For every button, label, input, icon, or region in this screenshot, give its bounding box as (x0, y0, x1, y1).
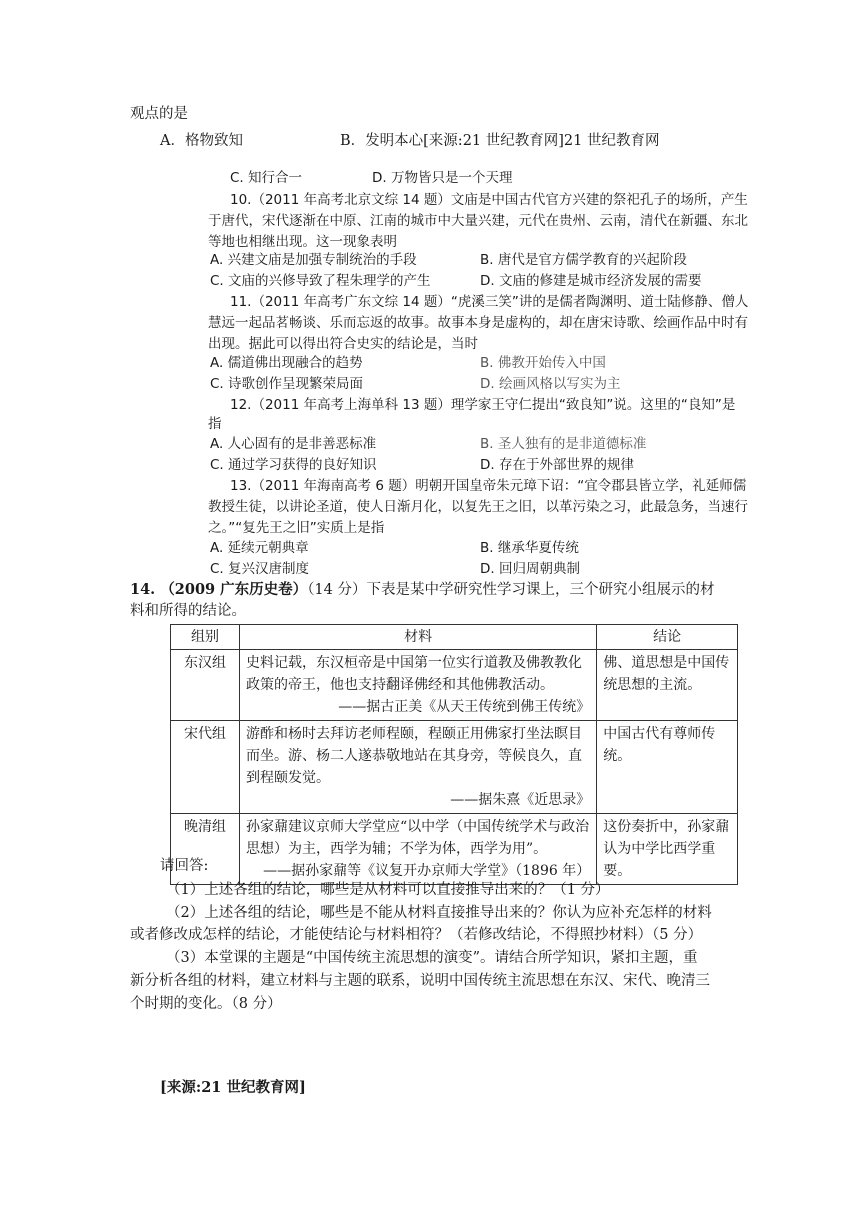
q14-heading-rest: （14 分）下表是某中学研究性学习课上，三个研究小组展示的材 (307, 582, 715, 598)
row-group: 晚清组 (171, 814, 240, 885)
header-conclusion: 结论 (597, 625, 738, 650)
q9-option-b: B．发明本心[来源:21 世纪教育网]21 世纪教育网 (340, 133, 660, 149)
material-source: ——据朱熹《近思录》 (450, 792, 591, 808)
q9-option-d: D. 万物皆只是一个天理 (372, 170, 513, 186)
row-material (239, 650, 596, 721)
q10-line-3: 等地也相继出现。这一现象表明 (208, 234, 397, 250)
q14-line-2: 料和所得的结论。 (130, 603, 246, 619)
q14-line-1 (130, 580, 715, 600)
q12-option-c: C. 通过学习获得的良好知识 (210, 457, 377, 473)
row-conclusion: 这份奏折中，孙家鼐认为中学比西学重要。 (597, 814, 738, 885)
q12-line-1: 12.（2011 年高考上海单科 13 题）理学家王守仁提出“致良知”说。这里的“良知”是 (230, 397, 736, 413)
q13-line-2: 教授生徒，以讲论圣道，使人日渐月化，以复先王之旧，以革污染之习，此最急务，当速行 (208, 499, 748, 515)
q11-option-d: D. 绘画风格以写实为主 (480, 376, 621, 392)
q14-sub-3-line-1: （3）本堂课的主题是“中国传统主流思想的演变”。请结合所学知识，紧扣主题，重 (166, 950, 698, 966)
q13-option-d: D. 回归周朝典制 (480, 561, 580, 577)
q10-option-c: C. 文庙的兴修导致了程朱理学的产生 (210, 273, 431, 289)
header-group: 组别 (171, 625, 240, 650)
q13-line-3: 之。”“复先王之旧”实质上是指 (208, 520, 385, 536)
q14-sub-3-line-2: 新分析各组的材料，建立材料与主题的联系，说明中国传统主流思想在东汉、宋代、晚清三 (130, 973, 710, 989)
q12-line-2: 指 (208, 416, 222, 432)
row-conclusion: 佛、道思想是中国传统思想的主流。 (597, 650, 738, 721)
q11-option-c: C. 诗歌创作呈现繁荣局面 (210, 376, 364, 392)
q13-option-b: B. 继承华夏传统 (480, 540, 579, 556)
q13-option-a: A. 延续元朝典章 (210, 540, 309, 556)
q10-option-b: B. 唐代是官方儒学教育的兴起阶段 (480, 252, 687, 268)
row-material (239, 721, 596, 814)
row-conclusion: 中国古代有尊师传统。 (597, 721, 738, 814)
material-text: 史料记载，东汉桓帝是中国第一位实行道教及佛教教化政策的帝王，他也支持翻译佛经和其他佛教活动。 (245, 655, 582, 693)
footer-source: [来源:21 世纪教育网] (160, 1079, 306, 1096)
q12-option-b: B. 圣人独有的是非道德标准 (480, 436, 647, 452)
q11-option-a: A. 儒道佛出现融合的趋势 (210, 355, 363, 371)
material-text: 游酢和杨时去拜访老师程颐，程颐正用佛家打坐法瞑目而坐。游、杨二人遂恭敬地站在其身旁，等候良久，直到程颐发觉。 (245, 726, 582, 786)
q9-option-c: C. 知行合一 (230, 170, 303, 186)
header-material: 材料 (239, 625, 596, 650)
material-table (170, 624, 738, 885)
table-row (171, 814, 738, 885)
row-group: 东汉组 (171, 650, 240, 721)
material-text: 孙家鼐建议京师大学堂应“以中学（中国传统学术与政治思想）为主，西学为辅；不学为体，西学为用”。 (245, 819, 590, 857)
q10-option-d: D. 文庙的修建是城市经济发展的需要 (480, 273, 702, 289)
q13-option-c: C. 复兴汉唐制度 (210, 561, 310, 577)
table-header-row (171, 625, 738, 650)
row-group: 宋代组 (171, 721, 240, 814)
material-source: ——据古正美《从天王传统到佛王传统》 (338, 699, 591, 715)
q13-line-1: 13.（2011 年海南高考 6 题）明朝开国皇帝朱元璋下诏：“宜令郡县皆立学，礼延师儒 (230, 478, 747, 494)
q10-line-2: 于唐代，宋代逐渐在中原、江南的城市中大量兴建，元代在贵州、云南，清代在新疆、东北 (208, 213, 748, 229)
q12-option-a: A. 人心固有的是非善恶标准 (210, 436, 377, 452)
q11-line-3: 出现。据此可以得出符合史实的结论是，当时 (208, 336, 478, 352)
q14-sub-1: （1）上述各组的结论，哪些是从材料可以直接推导出来的？（1 分） (166, 882, 610, 898)
q14-heading: 14. （2009 广东历史卷） (130, 581, 308, 598)
q14-sub-2-line-2: 或者修改成怎样的结论，才能使结论与材料相符？（若修改结论，不得照抄材料）（5 分） (130, 927, 703, 943)
q11-line-2: 慧远一起品茗畅谈、乐而忘返的故事。故事本身是虚构的，却在唐宋诗歌、绘画作品中时有 (208, 315, 748, 331)
q11-option-b: B. 佛教开始传入中国 (480, 355, 606, 371)
q10-option-a: A. 兴建文庙是加强专制统治的手段 (210, 252, 417, 268)
q9-stem-end: 观点的是 (130, 106, 188, 122)
q14-sub-2-line-1: （2）上述各组的结论，哪些是不能从材料直接推导出来的？你认为应补充怎样的材料 (166, 905, 712, 921)
material-source: ——据孙家鼐等《议复开办京师大学堂》（1896 年） (263, 863, 591, 879)
table-row (171, 721, 738, 814)
q9-option-a: A．格物致知 (160, 133, 243, 149)
q14-sub-3-line-3: 个时期的变化。（8 分） (130, 996, 282, 1012)
q14-ask: 请回答: (160, 858, 209, 874)
q10-line-1: 10.（2011 年高考北京文综 14 题）文庙是中国古代官方兴建的祭祀孔子的场所，产生 (230, 192, 748, 208)
table-row (171, 650, 738, 721)
row-material (239, 814, 596, 885)
q12-option-d: D. 存在于外部世界的规律 (480, 457, 634, 473)
q11-line-1: 11.（2011 年高考广东文综 14 题）“虎溪三笑”讲的是儒者陶渊明、道士陆修静、僧人 (230, 294, 749, 310)
